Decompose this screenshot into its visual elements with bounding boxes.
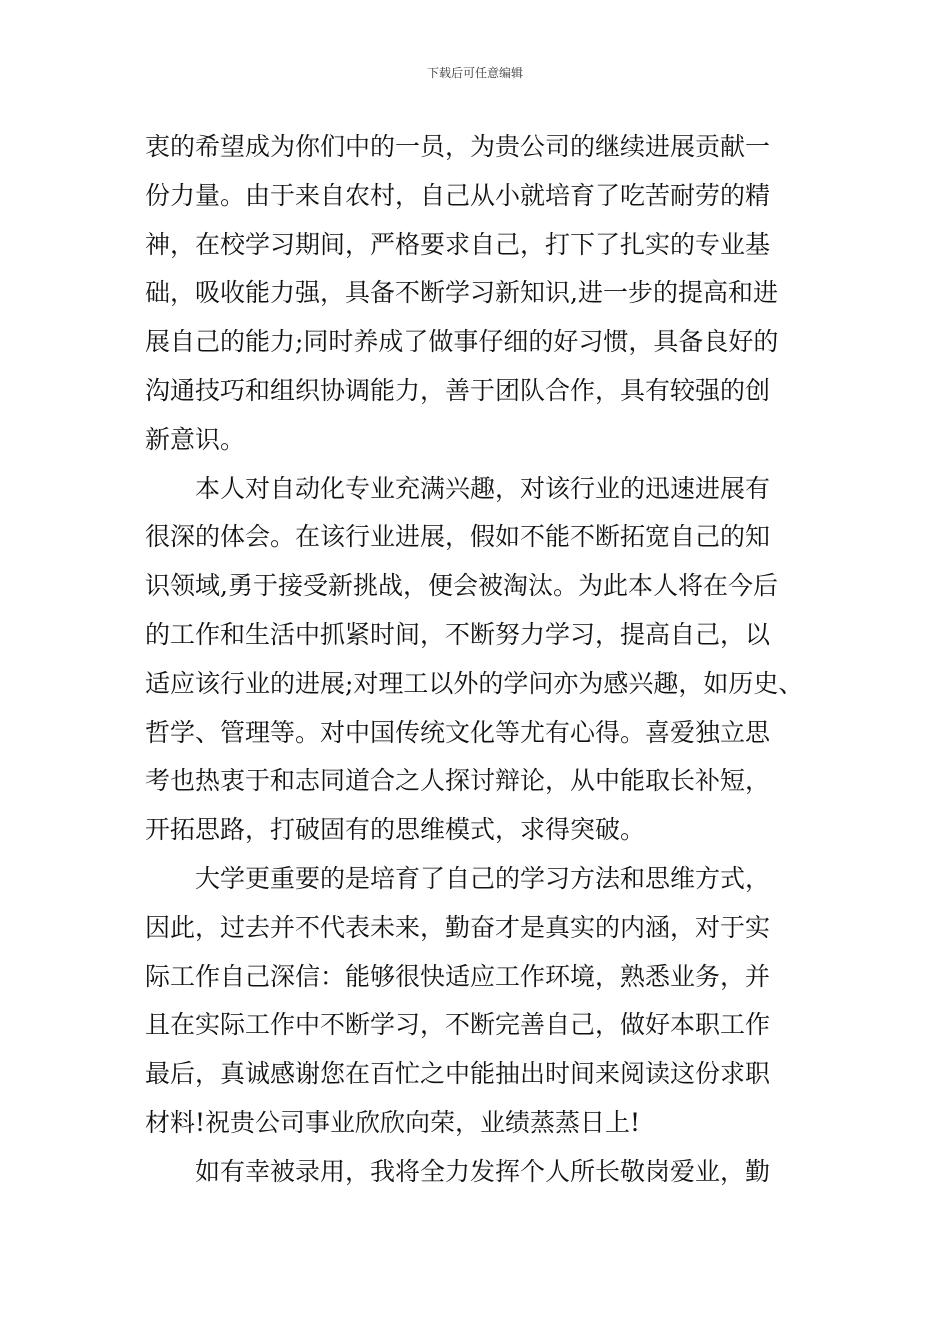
page-header: 下载后可任意编辑 bbox=[426, 66, 523, 80]
text-line: 且在实际工作中不断学习，不断完善自己，做好本职工作 bbox=[145, 1010, 771, 1040]
text-line: 考也热衷于和志同道合之人探讨辩论，从中能取长补短， bbox=[145, 766, 771, 796]
text-line: 识领域,勇于接受新挑战，便会被淘汰。为此本人将在今后 bbox=[145, 571, 778, 601]
text-line: 因此，过去并不代表未来，勤奋才是真实的内涵，对于实 bbox=[145, 912, 771, 942]
text-line: 际工作自己深信：能够很快适应工作环境，熟悉业务，并 bbox=[145, 961, 771, 991]
text-line: 的工作和生活中抓紧时间，不断努力学习，提高自己，以 bbox=[145, 619, 771, 649]
text-line: 础，吸收能力强，具备不断学习新知识,进一步的提高和进 bbox=[145, 278, 778, 308]
paragraph-first-line: 如有幸被录用，我将全力发挥个人所长敬岗爱业，勤 bbox=[195, 1156, 771, 1186]
text-line: 材料!祝贵公司事业欣欣向荣，业绩蒸蒸日上! bbox=[145, 1107, 641, 1137]
text-line: 展自己的能力;同时养成了做事仔细的好习惯，具备良好的 bbox=[145, 327, 779, 357]
text-line: 开拓思路，打破固有的思维模式，求得突破。 bbox=[145, 815, 646, 845]
text-line: 神，在校学习期间，严格要求自己，打下了扎实的专业基 bbox=[145, 229, 771, 259]
text-line: 衷的希望成为你们中的一员，为贵公司的继续进展贡献一 bbox=[145, 132, 771, 161]
text-line: 最后，真诚感谢您在百忙之中能抽出时间来阅读这份求职 bbox=[145, 1059, 771, 1089]
text-line: 很深的体会。在该行业进展，假如不能不断拓宽自己的知 bbox=[145, 522, 771, 552]
paragraph-first-line: 大学更重要的是培育了自己的学习方法和思维方式， bbox=[195, 863, 771, 893]
document-body bbox=[145, 123, 845, 1197]
text-line: 哲学、管理等。对中国传统文化等尤有心得。喜爱独立思 bbox=[145, 717, 771, 747]
text-line: 沟通技巧和组织协调能力，善于团队合作，具有较强的创 bbox=[145, 375, 771, 405]
text-line: 新意识。 bbox=[145, 424, 246, 454]
text-line: 适应该行业的进展;对理工以外的学问亦为感兴趣，如历史、 bbox=[145, 668, 804, 698]
paragraph-first-line: 本人对自动化专业充满兴趣，对该行业的迅速进展有 bbox=[195, 473, 771, 503]
text-line: 份力量。由于来自农村，自己从小就培育了吃苦耐劳的精 bbox=[145, 180, 771, 210]
